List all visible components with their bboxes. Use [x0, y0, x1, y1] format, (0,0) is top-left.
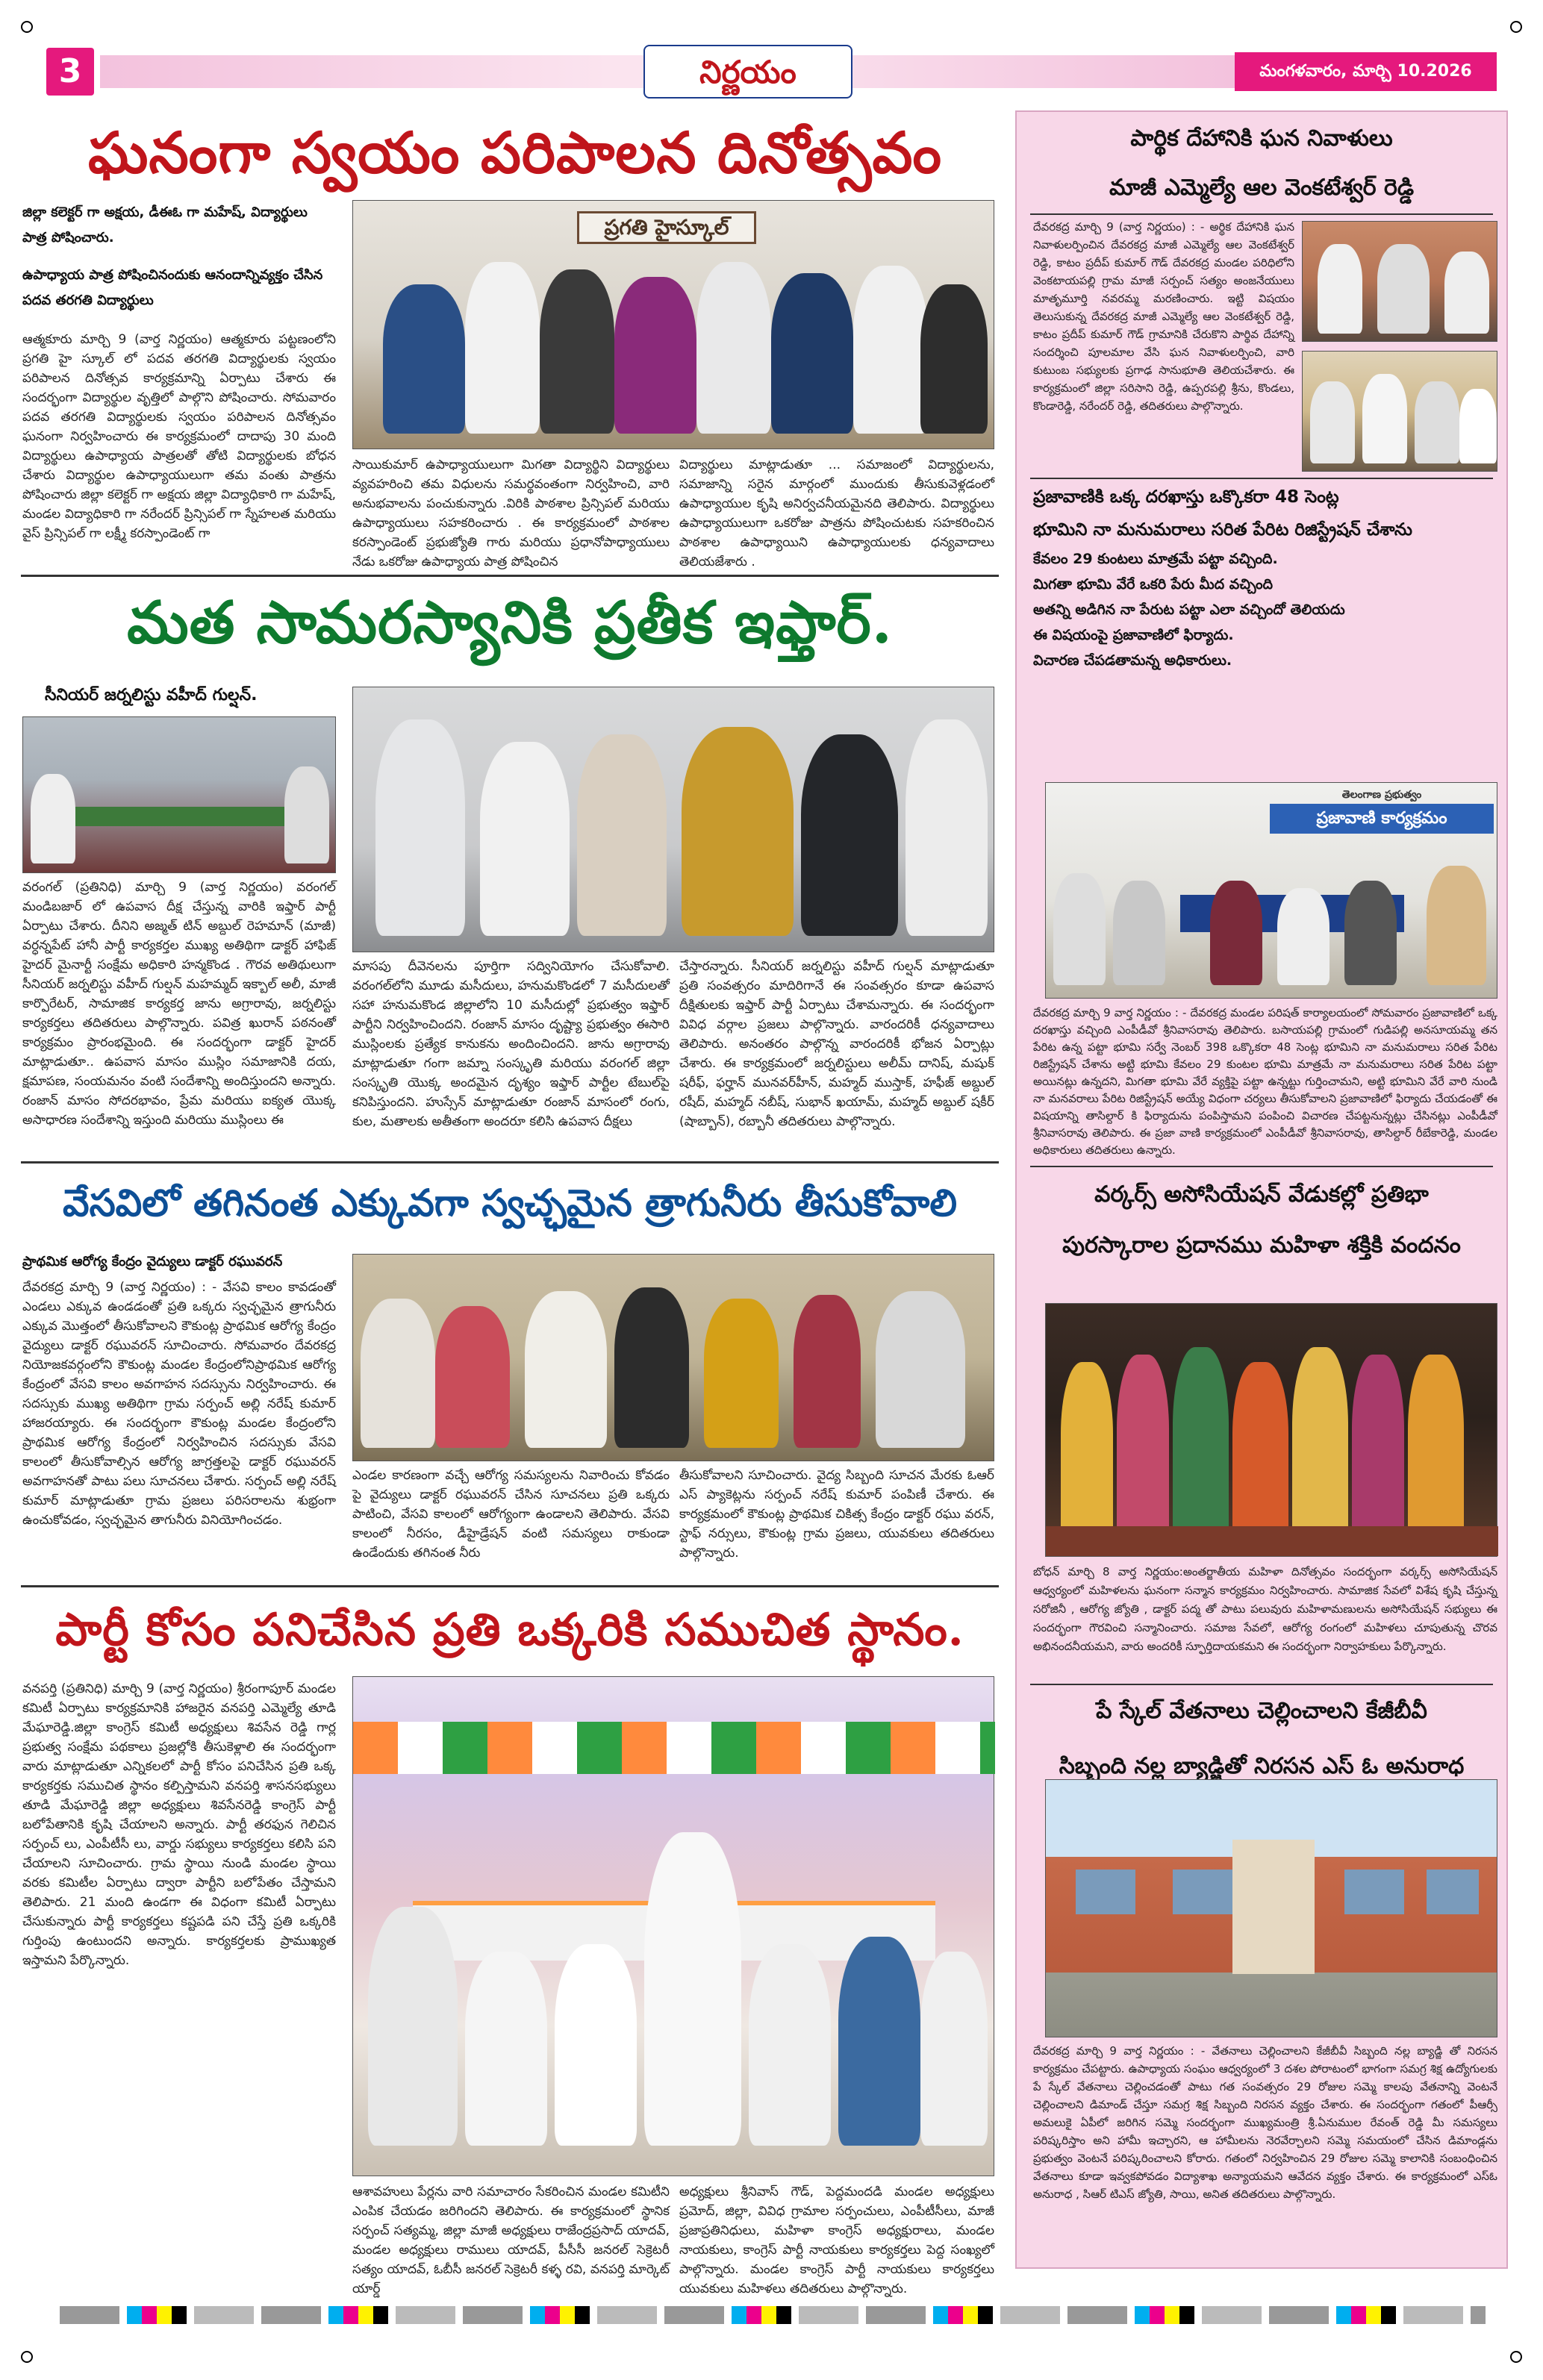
sidebar2-point-5: అతన్ని అడిగిన నా పేరుట పట్టా ఎలా వచ్చిందో తెలియదు — [1033, 602, 1345, 618]
story4-body-right: అధ్యక్షులు శ్రీనివాస్ గౌడ్, పెద్దమందడి మండల అధ్యక్షులు ప్రమోద్, జిల్లా, వివిధ గ్రామాల సర్పంచులు, ఎంపీటీసీలు, మాజీ ప్రజాప్రతినిధులు, మహిళా కాంగ్రెస్ అధ్యక్షురాలు, మండల నాయకులు, కాంగ్రెస్ పార్టీ నాయకులు కార్యకర్తలు పెద్ద సంఖ్యలో పాల్గొన్నారు. మండల కాంగ్రెస్ పార్టీ నాయకులు కార్యకర్తలు యువకులు మహిళలు తదితరులు పాల్గొన్నారు. — [679, 2184, 994, 2296]
sidebar2-point-2: భూమిని నా మనుమరాలు సరిత పేరిట రిజిస్ట్రేషన్ చేశాను — [1033, 520, 1412, 540]
sidebar1-photo-top — [1302, 221, 1497, 342]
sidebar1-headline2: మాజీ ఎమ్మెల్యే ఆల వెంకటేశ్వర్ రెడ్డి — [1109, 175, 1415, 201]
masthead-date: మంగళవారం, మార్చి 10.2026 — [1235, 52, 1497, 91]
registration-mark-bottom-right — [1510, 2351, 1522, 2363]
story3-body-right: తీసుకోవాలని సూచించారు. వైద్య సిబ్బంది సూచన మేరకు ఓఆర్ ఎస్ ప్యాకెట్లను సర్పంచ్ నరేష్ కుమార్ పంపిణీ చేశారు. ఈ కార్యక్రమంలో కౌకుంట్ల ప్రాథమిక చికిత్స కేంద్రం డాక్టర్ రఘు వరన్, స్టాఫ్ నర్సులు, కౌకుంట్ల గ్రామ ప్రజలు, యువకులు తదితరులు పాల్గొన్నారు. — [679, 1468, 994, 1561]
story2-byline: సీనియర్ జర్నలిస్టు వహీద్ గుల్షన్. — [45, 686, 258, 705]
story2-photo — [352, 687, 994, 952]
story2-body-left: వరంగల్ (ప్రతినిధి) మార్చి 9 (వార్త నిర్ణయం) వరంగల్ మండిబజార్ లో ఉపవాస దీక్ష చేస్తున్న వారికి ఇఫ్తార్ పార్టీ ఏర్పాటు చేశారు. దీనిని అజ్మత్ టిన్ అబ్దుల్ రెహమాన్ (మాజీ) వర్ధన్నపేట్ హానీ పార్టీ కార్యకర్తల ముఖ్య అతిథిగా డాక్టర్ హాఫిజ్ హైదర్ మైనార్టీ సంక్షేమ అధికారి హన్మకొండ . గౌరవ అతిథులుగా సీనియర్ జర్నలిస్టు వహీద్ గుల్షన్ మహమ్మద్ ఇక్బాల్ అలీ, మాజీ కార్పొరేటర్, సామాజిక కార్యకర్త జాను అగ్రారావు, జర్నలిస్టు కార్యకర్తలు తదితరులు పాల్గొన్నారు. పవిత్ర ఖురాన్ పఠనంతో కార్యక్రమం ప్రారంభమైంది. ఈ సందర్భంగా డాక్టర్ హైదర్ మాట్లాడుతూ.. ఉపవాస మాసం ముస్లిం సమాజానికి దయ, క్షమాపణ, సంయమనం వంటి సందేశాన్ని అందిస్తుందని అన్నారు. రంజాన్ మాసం సోదరభావం, ప్రేమ మరియు ఐక్యత యొక్క అసాధారణ సందేశాన్ని ఇస్తుంది మరియు ముస్లింలు ఈ — [22, 880, 336, 1128]
sidebar4-photo — [1045, 1779, 1497, 2037]
story3-headline: వేసవిలో తగినంత ఎక్కువగా స్వచ్ఛమైన త్రాగునీరు తీసుకోవాలి — [63, 1181, 957, 1225]
registration-mark-top-right — [1510, 21, 1522, 33]
divider — [1030, 1166, 1493, 1167]
story1-body-right: విద్యార్థులు మాట్లాడుతూ ... సమాజంలో విద్యార్థులను, సమాజాన్ని సరైన మార్గంలో ముందుకు తీసుకువెళ్లడంలో ఉపాధ్యాయుల కృషి అనిర్వచనీయమైనది తెలిపారు. విద్యార్థులు ఉపాధ్యాయులుగా ఒకరోజు పాత్రను పోషించుటకు సహకరించిన పాఠశాల ఉపాధ్యాయిని ఉపాధ్యాయులకు ధన్యవాదాలు తెలియజేశారు . — [679, 457, 994, 569]
sidebar3-headline2: పురస్కారాల ప్రదానము మహిళా శక్తికి వందనం — [1062, 1232, 1461, 1258]
divider — [21, 1585, 999, 1587]
sidebar4-headline1: పే స్కేల్ వేతనాలు చెల్లించాలని కేజీబీవీ — [1096, 1698, 1427, 1724]
sidebar2-point-4: మిగతా భూమి వేరే ఒకరి పేరు మీద వచ్చింది — [1033, 576, 1274, 593]
masthead — [46, 45, 1497, 100]
sidebar3-body: బోధన్ మార్చి 8 వార్త నిర్ణయం:అంతర్జాతీయ మహిళా దినోత్సవం సందర్భంగా వర్కర్స్ అసోసియేషన్ ఆధ్వర్యంలో మహిళలను ఘనంగా సన్మాన కార్యక్రమం నిర్వహించారు. సామాజిక సేవలో విశేష కృషి చేస్తున్న సరోజినీ , ఆరోగ్య జ్యోతి , డాక్టర్ పద్మ తో పాటు పలువురు మహిళామణులను అసోసియేషన్ సభ్యులు ఈ సందర్భంగా గౌరవించి సన్మానించారు. సమాజ సేవలో, ఆరోగ్య రంగంలో మహిళలు చూపుతున్న చొరవ అభినందనీయమని, వారు అందరికీ స్ఫూర్తిదాయకమని ఈ సందర్భంగా నిర్వాహకులు పేర్కొన్నారు. — [1033, 1565, 1497, 1653]
story2-headline: మత సామరస్యానికి ప్రతీక ఇఫ్తార్. — [127, 589, 893, 657]
story4-headline: పార్టీ కోసం పనిచేసిన ప్రతి ఒక్కరికి సముచిత స్థానం. — [55, 1604, 964, 1656]
story2-body-mid: మాసపు దీవెనలను పూర్తిగా సద్వినియోగం చేసుకోవాలి. వరంగల్‌లోని మూడు మసీదులు, హనుమకొండలో 7 మసీదులతో సహా హనుమకొండ జిల్లాలోని 10 మసీదుల్లో ప్రభుత్వం ఇఫ్తార్ పార్టీని నిర్వహించిందని. రంజాన్ మాసం దృష్ట్యా ప్రభుత్వం ఈసారి ముస్లింలకు ప్రత్యేక కానుకను అందించిందని. జాను అగ్రారావు మాట్లాడుతూ గంగా జమ్నా సంస్కృతి మరియు వరంగల్ జిల్లా సంస్కృతి యొక్క అందమైన దృశ్యం ఇఫ్తార్ పార్టీల టేబుల్‌పై కనిపిస్తుందని. హుస్సేన్ మాట్లాడుతూ రంజాన్ మాసంలో రంగు, కుల, మతాలకు అతీతంగా అందరూ కలిసి ఉపవాస దీక్షలు — [352, 959, 670, 1129]
sidebar2-point-7: విచారణ చేపడతామన్న అధికారులు. — [1033, 652, 1232, 669]
sidebar2-photo-sub: తెలంగాణ ప్రభుత్వం — [1341, 789, 1422, 801]
print-color-bar — [60, 2306, 1486, 2324]
divider — [1030, 478, 1493, 479]
story1-body-mid: సాయికుమార్ ఉపాధ్యాయులుగా మిగతా విద్యార్థిని విద్యార్థులు వ్యవహరించి తమ విధులను సమర్థవంతంగా నిర్వహించి, వారి అనుభవాలను పంచుకున్నారు .విరికి పాఠశాల ప్రిన్సిపల్ మరియు ఉపాధ్యాయులు సహకరించారు . ఈ కార్యక్రమంలో పాఠశాల కరస్పాండెంట్ ప్రభుజ్యోతి గారు మరియు ప్రధానోపాధ్యాయులు నేడు ఒకరోజు ఉపాధ్యాయ పాత్ర పోషించిన — [352, 457, 670, 569]
sidebar2-point-3: కేవలం 29 కుంటలు మాత్రమే పట్టా వచ్చింది. — [1033, 551, 1278, 567]
sidebar2-photo — [1045, 782, 1497, 999]
story3-body-mid: ఎండల కారణంగా వచ్చే ఆరోగ్య సమస్యలను నివారించు కోవడం పై వైద్యులు డాక్టర్ రఘువరన్ చేసిన సూచనలు ప్రతి ఒక్కరు పాటించి, వేసవి కాలంలో ఆరోగ్యంగా ఉండాలని తెలిపారు. వేసవి కాలంలో నీరసం, డీహైడ్రేషన్ వంటి సమస్యలు రాకుండా ఉండేందుకు తగినంత నీరు — [352, 1468, 670, 1561]
story3-byline: ప్రాథమిక ఆరోగ్య కేంద్రం వైద్యులు డాక్టర్ రఘువరన్ — [22, 1254, 283, 1269]
sidebar3-photo — [1045, 1303, 1497, 1557]
sidebar2-point-6: ఈ విషయంపై ప్రజావాణిలో ఫిర్యాదు. — [1033, 627, 1234, 643]
story4-body-mid: ఆశావహులు పేర్లను వారి సమాచారం సేకరించిన మండల కమిటీని ఎంపిక చేయడం జరిగిందని తెలిపారు. ఈ కార్యక్రమంలో స్థానిక సర్పంచ్ సత్యమ్మ, జిల్లా మాజీ అధ్యక్షులు రాజేంద్రప్రసాద్ యాదవ్, మండల అధ్యక్షులు రాములు యాదవ్, పీసీసీ జనరల్ సెక్రెటరీ సత్యం యాదవ్, ఓబీసీ జనరల్ సెక్రెటరీ కళ్ళ రవి, వనపర్తి మార్కెట్ యార్డ్ — [352, 2184, 670, 2296]
story1-photo-banner: ప్రగతి హైస్కూల్ — [577, 211, 756, 244]
story1-kicker1: జిల్లా కలెక్టర్ గా అక్షయ, డీఈఓ గా మహేష్, విద్యార్థులు పాత్ర పోషించారు. — [22, 204, 308, 246]
sidebar2-points — [1033, 481, 1496, 673]
story1-headline: ఘనంగా స్వయం పరిపాలన దినోత్సవం — [88, 119, 942, 186]
page-number-badge: 3 — [46, 48, 94, 96]
story4-body-left: వనపర్తి (ప్రతినిధి) మార్చి 9 (వార్త నిర్ణయం) శ్రీరంగాపూర్ మండల కమిటీ ఏర్పాటు కార్యక్రమానికి హాజరైన వనపర్తి ఎమ్మెల్యే తూడి మేఘారెడ్డి.జిల్లా కాంగ్రెస్ కమిటీ అధ్యక్షులు శివసేన రెడ్డి గార్ల ప్రభుత్వ సంక్షేమ పథకాలు ప్రజల్లోకి తీసుకెళ్లాలి ఈ సందర్భంగా వారు మాట్లాడుతూ ఎన్నికలలో పార్టీ కోసం పనిచేసిన ప్రతి ఒక్క కార్యకర్తకు సముచిత స్థానం కల్పిస్తామని వనపర్తి శాసనసభ్యులు తూడి మేఘారెడ్డి జిల్లా అధ్యక్షులు శివసేనరెడ్డి కాంగ్రెస్ పార్టీ బలోపేతానికి కృషి చేయాలని అన్నారు. పార్టీ తరఫున గెలిచిన సర్పంచ్ లు, ఎంపీటీసీ లు, వార్డు సభ్యులు కార్యకర్తలు కలిసి పని చేయాలని సూచించారు. గ్రామ స్థాయి నుండి మండల స్థాయి వరకు కమిటీల ఏర్పాటు ద్వారా పార్టీని బలోపేతం చేస్తామని తెలిపారు. 21 మంది ఉండగా ఈ విధంగా కమిటీ ఏర్పాటు చేసుకున్నారు పార్టీ కార్యకర్తలు కష్టపడి పని చేస్తే ప్రతి ఒక్కరికి గుర్తింపు ఉంటుందని అన్నారు. కార్యకర్తలకు ప్రాముఖ్యత ఇస్తామని పేర్కొన్నారు. — [22, 1681, 336, 1968]
story2-photo-small — [22, 716, 336, 873]
story3-photo — [352, 1254, 994, 1461]
story4-photo — [352, 1676, 994, 2176]
sidebar4-headline2: సిబ్బంది నల్ల బ్యాడ్జితో నిరసన ఎస్ ఓ అనురాధ — [1059, 1753, 1465, 1779]
story2-body-right: చేస్తారన్నారు. సీనియర్ జర్నలిస్టు వహీద్ గుల్షన్ మాట్లాడుతూ ప్రతి సంవత్సరం మాదిరిగానే ఈ సంవత్సరం కూడా ఉపవాస దీక్షితులకు ఇఫ్తార్ పార్టీ ఏర్పాటు చేశామన్నారు. ఈ సందర్భంగా వివిధ వర్గాల ప్రజలు పాల్గొన్నారు. వారందరికీ ధన్యవాదాలు తెలిపారు. అనంతరం పాల్గొన్న వారందరికీ భోజన ఏర్పాట్లు చేశారు. ఈ కార్యక్రమంలో జర్నలిస్టులు అలీమ్ దానిష్, మషుక్ షరీఫ్, ఫర్హాన్ మునవర్‌హీన్, మహ్మద్ ముస్తాక్, హఫీజ్ అబ్దుల్ రషీద్, మహ్మద్ నబీష్, సుభాన్ ఖయామ్, మహ్మద్ అబ్దుల్ షకీర్ (షాబ్బాన్), రబ్బానీ తదితరులు పాల్గొన్నారు. — [679, 959, 994, 1129]
divider — [1030, 1684, 1493, 1685]
sidebar2-photo-banner: ప్రజావాణి కార్యక్రమం — [1270, 804, 1494, 834]
sidebar1-headline1: పార్థిక దేహానికి ఘన నివాళులు — [1130, 125, 1393, 152]
story3-body-left: దేవరకద్ర మార్చి 9 (వార్త నిర్ణయం) : - వేసవి కాలం కావడంతో ఎండలు ఎక్కువ ఉండడంతో ప్రతి ఒక్కరు స్వచ్ఛమైన త్రాగునీరు ఎక్కువ మొత్తంలో తీసుకోవాలని కౌకుంట్ల ప్రాథమిక ఆరోగ్య కేంద్రం వైద్యులు డాక్టర్ రఘువరన్ సూచించారు. సోమవారం దేవరకద్ర నియోజకవర్గంలోని కౌకుంట్ల మండల కేంద్రంలోనిప్రాథమిక ఆరోగ్య కేంద్రంలో వేసవి కాలం అవగాహన సదస్సును నిర్వహించారు. ఈ సదస్సుకు ముఖ్య అతిథిగా గ్రామ సర్పంచ్ అల్లి నరేష్ కుమార్ హాజరయ్యారు. ఈ సందర్భంగా కౌకుంట్ల మండల కేంద్రంలోని ప్రాథమిక ఆరోగ్య కేంద్రంలో నిర్వహించిన సదస్సుకు వేసవి కాలంలో తీసుకోవాల్సిన ఆరోగ్య జాగ్రత్తలపై డాక్టర్ రఘువరన్ అవగాహనతో పాటు పలు సూచనలు చేశారు. సర్పంచ్ అల్లి నరేష్ కుమార్ మాట్లాడుతూ గ్రామ ప్రజలు పరిసరాలను శుభ్రంగా ఉంచుకోవడం, స్వచ్ఛమైన తాగునీరు వినియోగించడం. — [22, 1280, 336, 1528]
registration-mark-bottom-left — [21, 2351, 33, 2363]
masthead-logo: నిర్ణయం — [643, 45, 852, 99]
sidebar3-headline1: వర్కర్స్ అసోసియేషన్ వేడుకల్లో ప్రతిభా — [1094, 1181, 1429, 1208]
story1-body-left: ఆత్మకూరు మార్చి 9 (వార్త నిర్ణయం) ఆత్మకూరు పట్టణంలోని ప్రగతి హై స్కూల్ లో పదవ తరగతి విద్యార్థులకు స్వయం పరిపాలన దినోత్సవ కార్యక్రమాన్ని ఏర్పాటు చేశారు ఈ సందర్భంగా విద్యార్థుల వృత్తిలో పాల్గొని పోషించారు. సోమవారం పదవ తరగతి విద్యార్థులకు స్వయం పరిపాలన దినోత్సవం ఘనంగా నిర్వహించారు ఈ కార్యక్రమంలో దాదాపు 30 మంది విద్యార్థులు ఉపాధ్యాయ పాత్రలతో తోటి విద్యార్థులకు బోధన చేశారు విద్యార్థుల ఉపాధ్యాయులుగా తమ వంతు పాత్రను పోషించారు జిల్లా కలెక్టర్ గా అక్షయ జిల్లా విద్యాధికారి గా మహేష్, మండల విద్యాధికారి గా నరేందర్ ప్రిన్సిపల్ గా స్నేహలత మరియు వైస్ ప్రిన్సిపల్ గా లక్ష్మీ కరస్పాండెంట్ గా — [22, 332, 336, 541]
sidebar2-point-1: ప్రజావాణికి ఒక్క దరఖాస్తు ఒక్కొకరా 48 సెంట్ల — [1033, 487, 1339, 507]
story1-kicker2: ఉపాధ్యాయ పాత్ర పోషించినందుకు ఆనందాన్నివ్యక్తం చేసిన పదవ తరగతి విద్యార్థులు — [22, 267, 323, 308]
sidebar1-body: దేవరకద్ర మార్చి 9 (వార్త నిర్ణయం) : - అర్థిక దేహానికి ఘన నివాళులర్పించిన దేవరకద్ర మాజీ ఎమ్మెల్యే ఆల వెంకటేశ్వర్ రెడ్డి, కాటం ప్రదీప్ కుమార్ గౌడ్ దేవరకద్ర మండల పరిధిలోని వెంకటాయపల్లి గ్రామ మాజీ సర్పంచ్ సత్యం అంజనేయులు మాతృమూర్తి నవరమ్మ మరణించారు. ఇట్టి విషయం తెలుసుకున్న దేవరకద్ర మాజీ ఎమ్మెల్యే ఆల వెంకటేశ్వర్ రెడ్డి, కాటం ప్రదీప్ కుమార్ గౌడ్ గ్రామానికి చేరుకొని పార్థివ దేహాన్ని సందర్శించి పూలమాల వేసి ఘన నివాళులర్పించి, వారి కుటుంబ సభ్యులకు ప్రగాఢ సానుభూతి తెలియచేశారు. ఈ కార్యక్రమంలో జిల్లా సరిసాని రెడ్డి, ఉప్పరపల్లి శ్రీను, కొండలు, కొండారెడ్డి, నరేందర్ రెడ్డి, తదితరులు పాల్గొన్నారు. — [1033, 220, 1294, 413]
sidebar2-body: దేవరకద్ర మార్చి 9 వార్త నిర్ణయం : - దేవరకద్ర మండల పరిషత్ కార్యాలయంలో సోమవారం ప్రజావాణిలో ఒక్క దరఖాస్తు వచ్చింది ఎంపీడీవో శ్రీనివాసరావు తెలిపారు. బసాయపల్లి గ్రామంలో గుడిపల్లి అనసూయమ్మ తన పేరిట ఉన్న పట్టా భూమి సర్వే నెంబర్ 398 ఒక్కొకరా 48 సెంట్ల భూమిని నా మనుమరాలు సరిత పేరిట రిజిస్ట్రేషన్ చేశాను అట్టి భూమి కేవలం 29 కుంటల భూమి మాత్రమే నా మనుమరాలు సరిత పేరిట పట్టా అయినట్లు ఉన్నదని, మిగతా భూమి వేరే వ్యక్తిపై పట్టా ఉన్నట్టు గుర్తించామని, అట్టి భూమిని వేరే వారి నుండి నా మనవరాలు పేరిట రిజిస్ట్రేషన్ అయ్యే విధంగా చర్యలు తీసుకోవాలని ప్రజావాణిలో ఫిర్యాదు చేయడంతో ఈ విషయాన్ని తాసిల్దార్ కి ఫిర్యాదును పంపిస్తామని పంపించి విచారణ చేపట్టనున్నట్లు చేసినట్లు ఎంపీడీవో శ్రీనివాసరావు తెలిపారు. ఈ ప్రజా వాణి కార్యక్రమంలో ఎంపీడీవో శ్రీనివాసరావు, తాసిల్దార్ రీబేకారెడ్డి, మండల అధికారులు తదితరులు ఉన్నారు. — [1033, 1006, 1497, 1157]
registration-mark-top-left — [21, 21, 33, 33]
divider — [21, 575, 999, 577]
story1-photo — [352, 200, 994, 449]
divider — [21, 1161, 999, 1164]
divider — [1030, 213, 1493, 215]
sidebar1-photo-bottom — [1302, 351, 1497, 472]
sidebar4-body: దేవరకద్ర మార్చి 9 వార్త నిర్ణయం : - వేతనాలు చెల్లించాలని కేజీబీవీ సిబ్బంది నల్ల బ్యాడ్జి తో నిరసన కార్యక్రమం చేపట్టారు. ఉపాధ్యాయ సంఘం ఆధ్వర్యంలో 3 దశల పోరాటంలో భాగంగా సమగ్ర శిక్ష ఉద్యోగులకు పే స్కేల్ వేతనాలు చెల్లించడంతో పాటు గత సంవత్సరం 29 రోజుల సమ్మె కాలపు వేతనాన్ని వెంటనే చెల్లించాలని డిమాండ్ చేస్తూ సమగ్ర శిక్ష సిబ్బంది నిరసన వ్యక్తం చేశారు. ఈ సందర్భంగా గతంలో పీఆర్సీ అమలుకై ఏపీలో జరిగిన సమ్మె సందర్భంగా ముఖ్యమంత్రి శ్రీ.ఏనుముల రేవంత్ రెడ్డి మీ సమస్యలు పరిష్కరిస్తాం అని హామీ ఇచ్చారని, ఆ హామీలను నెరవేర్చాలని సమ్మె సమయంలో చేసిన డిమాండ్లను ప్రభుత్వం వెంటనే పరిష్కరించాలని కోరారు. గతంలో నిర్వహించిన 29 రోజుల సమ్మె కాలానికి సంబంధించిన వేతనాలు కూడా ఇవ్వకపోవడం విద్యాశాఖ అన్యాయమని ఆవేదన వ్యక్తం చేశారు. ఈ కార్యక్రమంలో ఎస్ఓ అనురాధ , సిఆర్ టిఎస్ జ్యోతి, సాయి, అనిత తదితరులు పాల్గొన్నారు. — [1033, 2044, 1497, 2201]
